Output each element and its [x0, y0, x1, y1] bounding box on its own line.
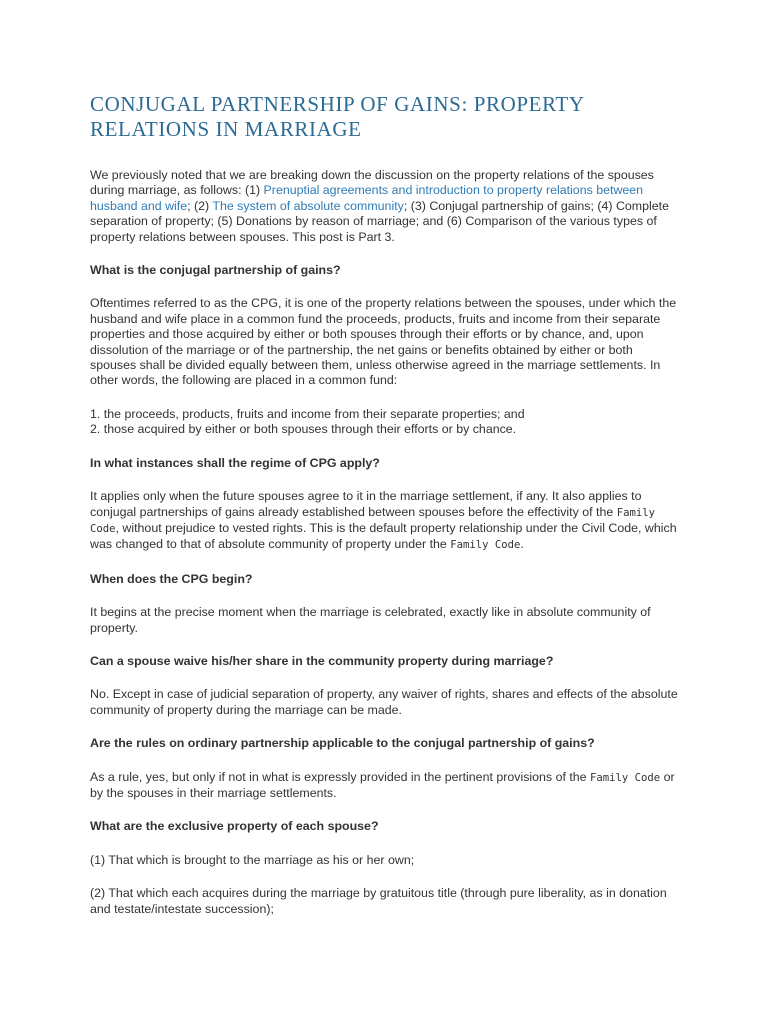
- question-heading: Can a spouse waive his/her share in the community property during marriage?: [90, 653, 554, 668]
- answer-paragraph: (1) That which is brought to the marriage as his or her own;: [90, 852, 415, 867]
- answer-paragraph: [90, 489, 678, 554]
- list-item: 1. the proceeds, products, fruits and income from their separate properties; and: [90, 406, 525, 421]
- answer-text: .: [520, 537, 524, 552]
- question-heading: Are the rules on ordinary partnership applicable to the conjugal partnership of gains?: [90, 736, 595, 751]
- intro-text-2: ; (2): [187, 198, 213, 213]
- answer-paragraph: (2) That which each acquires during the marriage by gratuitous title (through pure liberality, as in donation and testate/intestate succession);: [90, 886, 667, 916]
- answer-text: As a rule, yes, but only if not in what is expressly provided in the pertinent provisions of the: [90, 769, 591, 784]
- list-item: 2. those acquired by either or both spouses through their efforts or by chance.: [90, 422, 517, 437]
- family-code-term: Family Code: [590, 771, 661, 784]
- answer-text: or by the spouses in their marriage settlements.: [90, 769, 675, 800]
- question-heading: In what instances shall the regime of CPG apply?: [90, 455, 380, 470]
- family-code-term: Family Code: [450, 539, 521, 552]
- intro-text-3: ; (3) Conjugal partnership of gains; (4) Complete separation of property; (5) Donations by reason of marriage; and (6) Comparison of the various types of property relations between spouses. This post is Part 3.: [90, 198, 669, 244]
- answer-text: It applies only when the future spouses agree to it in the marriage settlement, if any. It also applies to conjugal partnerships of gains already established between spouses before the effectivity of the: [90, 489, 642, 519]
- common-fund-list: [90, 407, 678, 438]
- intro-text-1: We previously noted that we are breaking down the discussion on the property relations of the spouses during marriage, as follows: (1): [90, 168, 654, 198]
- page-title: CONJUGAL PARTNERSHIP OF GAINS: PROPERTY RELATIONS IN MARRIAGE: [90, 92, 584, 141]
- answer-paragraph: Oftentimes referred to as the CPG, it is one of the property relations between the spouses, under which the husband and wife place in a common fund the proceeds, products, fruits and income from their separate properties and those acquired by either or both spouses through their efforts or by chance, and, upon dissolution of the marriage or of the partnership, the net gains or benefits obtained by either or both spouses shall be divided equally between them, unless otherwise agreed in the marriage settlements. In other words, the following are placed in a common fund:: [90, 296, 677, 388]
- question-heading: What is the conjugal partnership of gains?: [90, 263, 341, 278]
- intro-paragraph: [90, 168, 678, 245]
- absolute-community-link[interactable]: The system of absolute community: [212, 198, 404, 213]
- answer-paragraph: [90, 770, 678, 802]
- family-code-term: Family Code: [90, 506, 655, 535]
- prenuptial-agreements-link[interactable]: Prenuptial agreements and introduction to property relations between husband and wife: [90, 183, 644, 213]
- answer-paragraph: No. Except in case of judicial separation of property, any waiver of rights, shares and effects of the absolute community of property during the marriage can be made.: [90, 687, 678, 717]
- question-heading: When does the CPG begin?: [90, 571, 253, 586]
- answer-text: , without prejudice to vested rights. This is the default property relationship under the Civil Code, which was changed to that of absolute community of property under the: [90, 520, 677, 552]
- question-heading: What are the exclusive property of each spouse?: [90, 819, 379, 834]
- answer-paragraph: It begins at the precise moment when the marriage is celebrated, exactly like in absolute community of property.: [90, 605, 651, 635]
